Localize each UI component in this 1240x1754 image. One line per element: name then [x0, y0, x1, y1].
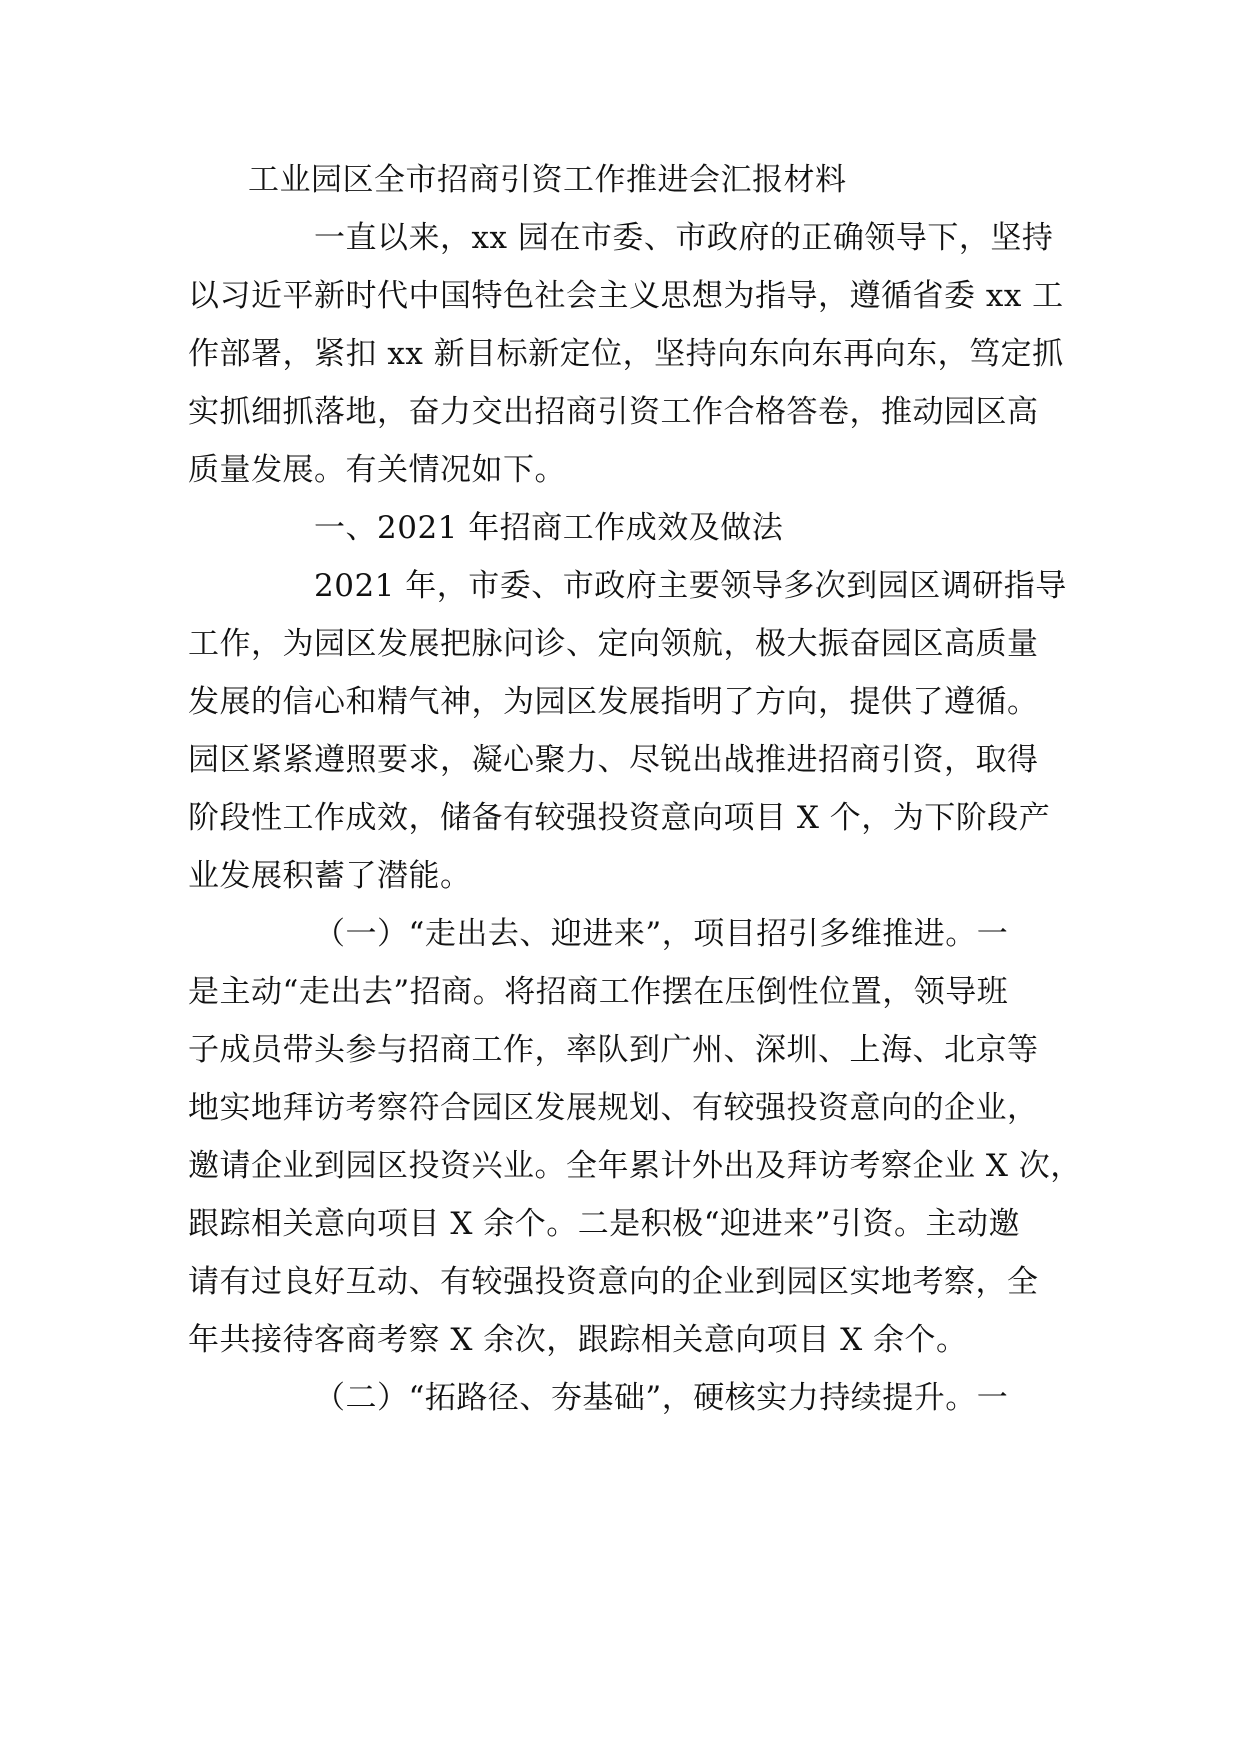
paragraph-line: 业发展积蓄了潜能。	[188, 858, 472, 894]
paragraph-line: 质量发展。有关情况如下。	[188, 452, 566, 488]
paragraph-line: 年共接待客商考察 X 余次，跟踪相关意向项目 X 余个。	[188, 1322, 968, 1358]
paragraph-line: 是主动“走出去”招商。将招商工作摆在压倒性位置，领导班	[188, 974, 1009, 1010]
paragraph-line: 地实地拜访考察符合园区发展规划、有较强投资意向的企业，	[188, 1090, 1039, 1126]
paragraph-line: （一）“走出去、迎进来”，项目招引多维推进。一	[314, 916, 1009, 952]
paragraph-line: （二）“拓路径、夯基础”，硬核实力持续提升。一	[314, 1380, 1009, 1416]
paragraph-line: 2021 年，市委、市政府主要领导多次到园区调研指导	[314, 568, 1067, 604]
paragraph-line: 阶段性工作成效，储备有较强投资意向项目 X 个，为下阶段产	[188, 800, 1051, 836]
paragraph-line: 发展的信心和精气神，为园区发展指明了方向，提供了遵循。	[188, 684, 1039, 720]
paragraph-line: 一直以来，xx 园在市委、市政府的正确领导下，坚持	[314, 220, 1054, 256]
paragraph-line: 请有过良好互动、有较强投资意向的企业到园区实地考察，全	[188, 1264, 1039, 1300]
paragraph-line: 跟踪相关意向项目 X 余个。二是积极“迎进来”引资。主动邀	[188, 1206, 1020, 1242]
paragraph-line: 作部署，紧扣 xx 新目标新定位，坚持向东向东再向东，笃定抓	[188, 336, 1064, 372]
document-title: 工业园区全市招商引资工作推进会汇报材料	[248, 162, 847, 198]
paragraph-line: 园区紧紧遵照要求，凝心聚力、尽锐出战推进招商引资，取得	[188, 742, 1039, 778]
paragraph-line: 工作，为园区发展把脉问诊、定向领航，极大振奋园区高质量	[188, 626, 1039, 662]
section-heading: 一、2021 年招商工作成效及做法	[314, 510, 784, 546]
paragraph-line: 以习近平新时代中国特色社会主义思想为指导，遵循省委 xx 工	[188, 278, 1064, 314]
paragraph-line: 邀请企业到园区投资兴业。全年累计外出及拜访考察企业 X 次，	[188, 1148, 1082, 1184]
paragraph-line: 实抓细抓落地，奋力交出招商引资工作合格答卷，推动园区高	[188, 394, 1039, 430]
paragraph-line: 子成员带头参与招商工作，率队到广州、深圳、上海、北京等	[188, 1032, 1039, 1068]
